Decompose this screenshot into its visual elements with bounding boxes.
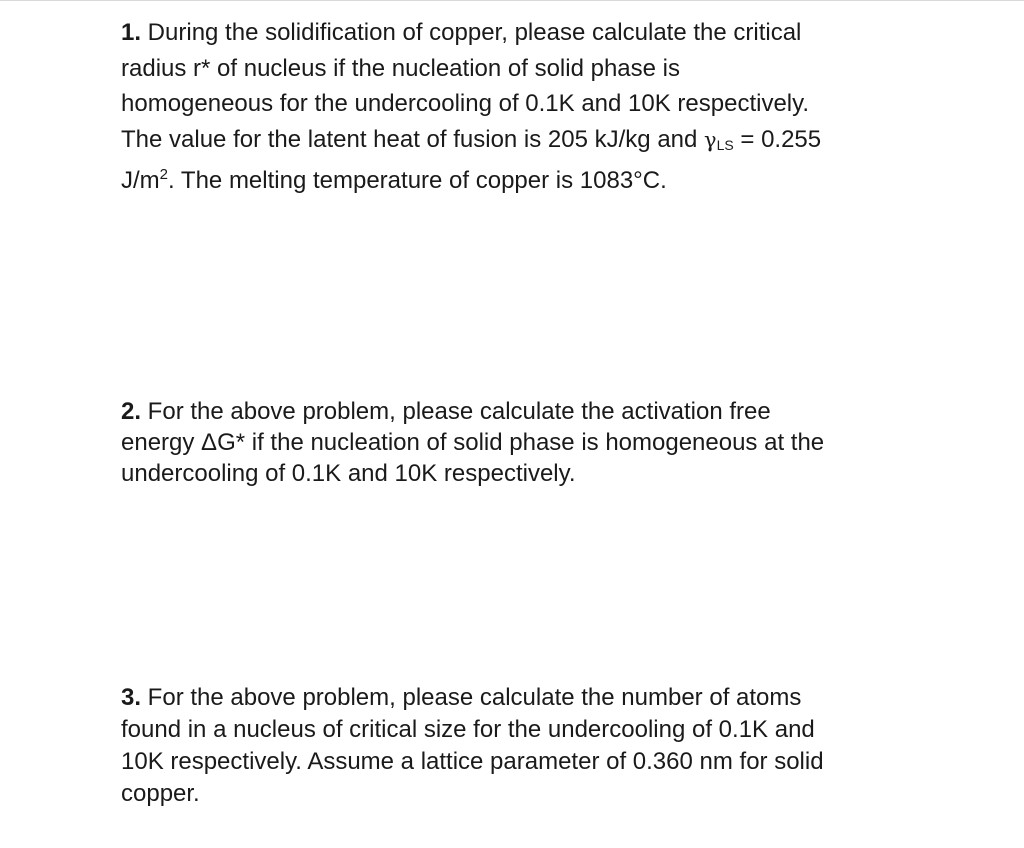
problem-1-number: 1. — [121, 19, 142, 46]
problem-1-line-5: $J/m^2$. The melting temperature of copper is 1083°C. — [121, 166, 667, 194]
problem-3-line-2: found in a nucleus of critical size for the undercooling of 0.1K and — [121, 716, 815, 743]
unit-base: J/m — [121, 167, 160, 194]
problem-3-line-4: copper. — [121, 780, 200, 807]
problem-3-number: 3. — [121, 684, 142, 711]
gamma-symbol: γ — [704, 127, 717, 152]
problem-1-line-4: The value for the latent heat of fusion is 205 kJ/kg and $\gamma_{LS} = 0.255$ — [121, 125, 822, 153]
problem-1 — [121, 15, 951, 199]
problem-1-line-1: 1. During the solidification of copper, please calculate the critical — [121, 19, 802, 46]
problem-2-line-3: undercooling of 0.1K and 10K respectively. — [121, 460, 576, 487]
problem-3 — [121, 682, 951, 810]
problem-1-line-3: homogeneous for the undercooling of 0.1K and 10K respectively. — [121, 90, 810, 117]
problem-1-line-2: radius r* of nucleus if the nucleation of solid phase is — [121, 54, 680, 82]
problem-2-line-1: 2. For the above problem, please calculate the activation free — [121, 398, 771, 425]
problem-2-number: 2. — [121, 398, 142, 425]
page-top-border — [0, 0, 1024, 1]
gamma-subscript: LS — [716, 136, 734, 153]
unit-exponent: 2 — [159, 166, 169, 183]
gamma-value: = 0.255 — [733, 125, 822, 153]
problem-2-line-2: energy ΔG* if the nucleation of solid phase is homogeneous at the — [121, 429, 825, 456]
problem-2 — [121, 396, 951, 489]
problem-3-line-3: 10K respectively. Assume a lattice parameter of 0.360 nm for solid — [121, 748, 824, 775]
problem-3-line-1: 3. For the above problem, please calculate the number of atoms — [121, 684, 802, 711]
